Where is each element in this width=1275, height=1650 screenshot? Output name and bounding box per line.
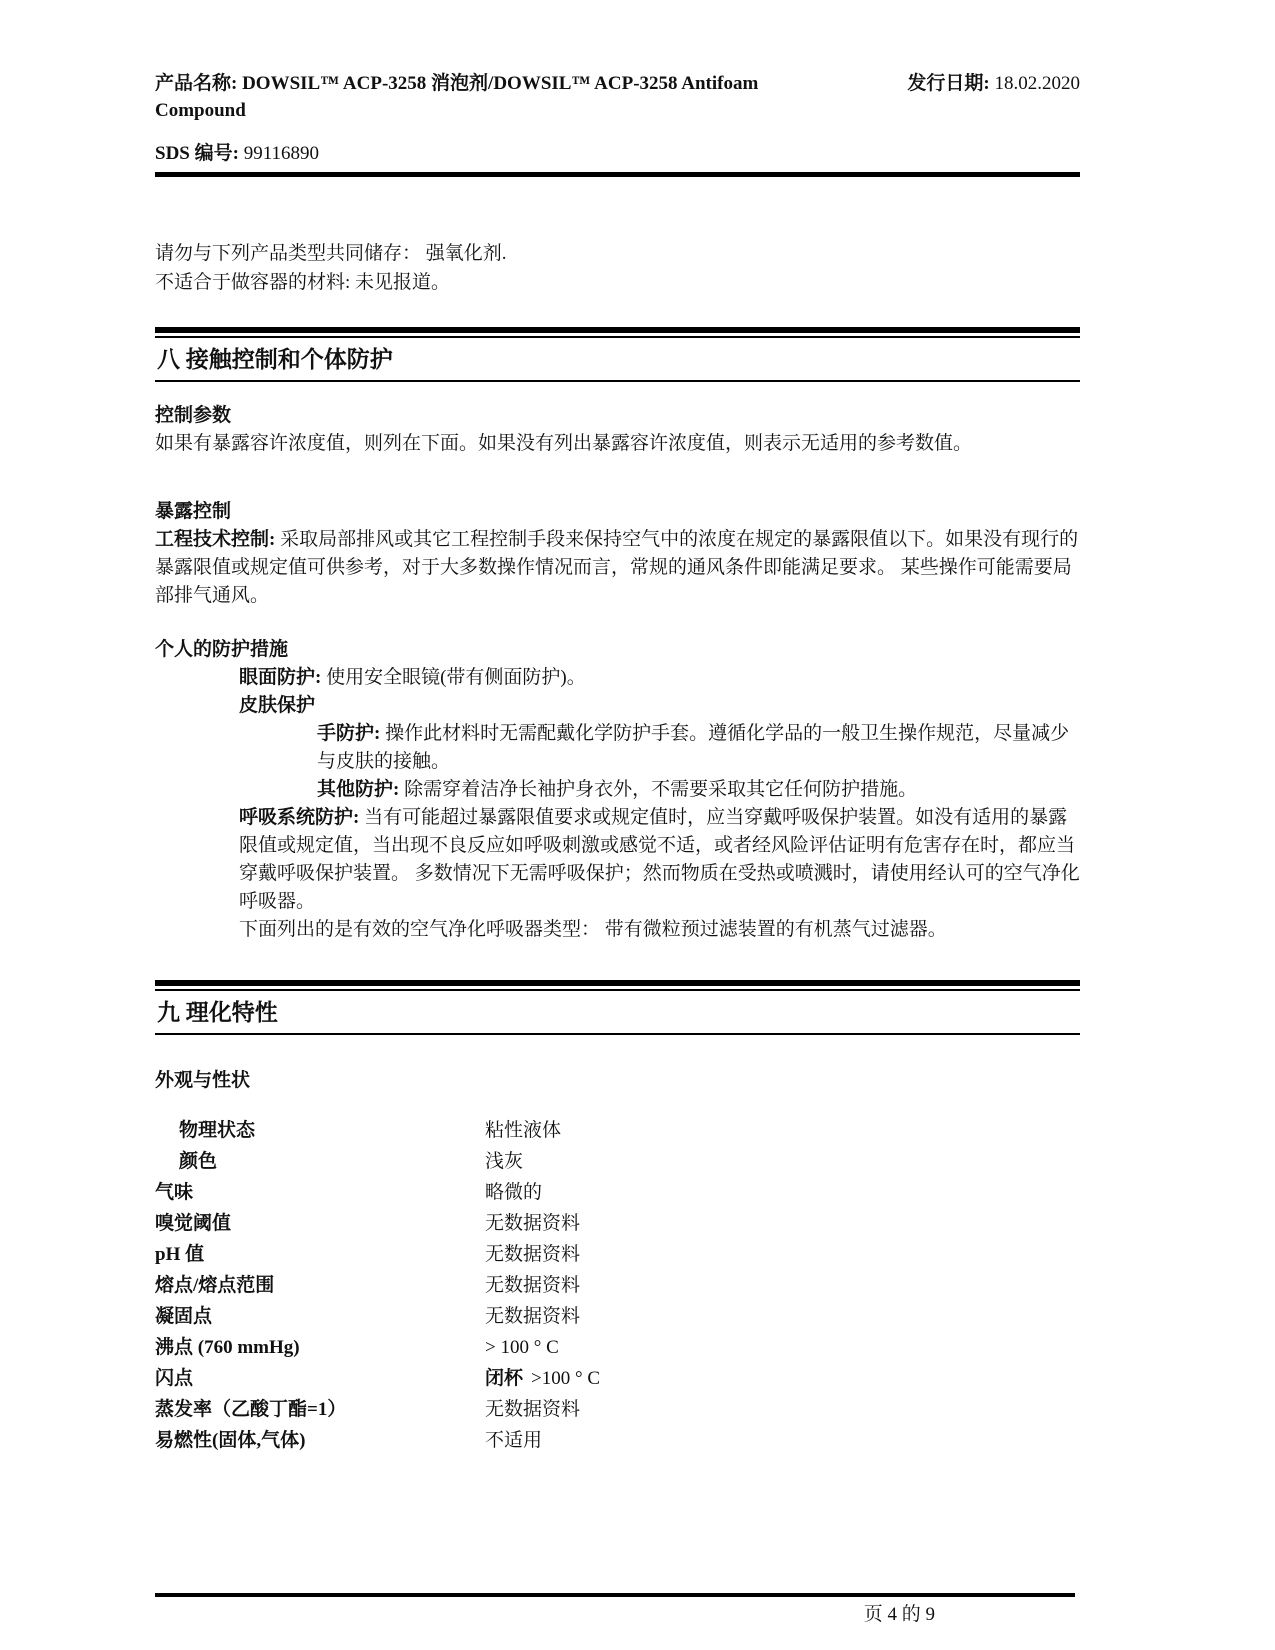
issue-date-value: 18.02.2020: [994, 73, 1080, 94]
engineering-controls-text: 采取局部排风或其它工程控制手段来保持空气中的浓度在规定的暴露限值以下。如果没有现行的暴露限值或规定值可供参考，对于大多数操作情况而言，常规的通风条件即能满足要求。 某些操作可能需要局部排气通风。: [155, 529, 1079, 606]
control-parameters-text: 如果有暴露容许浓度值，则列在下面。如果没有列出暴露容许浓度值，则表示无适用的参考数值。: [155, 433, 973, 454]
section-rule-thick: [155, 327, 1080, 333]
sds-number-value: 99116890: [243, 143, 319, 164]
product-name-value: DOWSIL™ ACP-3258 消泡剂/DOWSIL™ ACP-3258 Antifoam Compound: [155, 73, 759, 121]
other-protection: [155, 776, 1080, 804]
sds-number: [155, 140, 1080, 167]
respirator-types-text: 下面列出的是有效的空气净化呼吸器类型： 带有微粒预过滤装置的有机蒸气过滤器。: [239, 919, 947, 940]
page-number: 页 4 的 9: [863, 1604, 935, 1625]
property-label: 闪点: [155, 1368, 194, 1389]
property-row-ph: [155, 1239, 1080, 1270]
property-label: 凝固点: [155, 1306, 213, 1327]
eye-protection: [155, 664, 1080, 692]
property-value: 无数据资料: [485, 1399, 581, 1420]
section-rule-thick: [155, 980, 1080, 986]
property-value: 无数据资料: [485, 1306, 581, 1327]
property-label: 颜色: [179, 1151, 218, 1172]
property-row-melting-point: [155, 1270, 1080, 1301]
skin-protection-heading: 皮肤保护: [239, 695, 316, 716]
property-row-color: [155, 1146, 1080, 1177]
sds-number-label: SDS 编号:: [155, 143, 239, 164]
hand-protection-label: 手防护:: [317, 723, 381, 744]
document-header: [155, 70, 1080, 177]
storage-note-line: 不适合于做容器的材料: 未见报道。: [155, 272, 451, 293]
property-row-flash-point: [155, 1363, 1080, 1394]
storage-notes: [155, 239, 1080, 297]
respiratory-protection-label: 呼吸系统防护:: [239, 807, 360, 828]
engineering-controls: [155, 526, 1080, 610]
other-protection-text: 除需穿着洁净长袖护身衣外，不需要采取其它任何防护措施。: [404, 779, 918, 800]
property-value: > 100 ° C: [485, 1337, 559, 1358]
exposure-controls-heading: 暴露控制: [155, 501, 232, 522]
personal-protection-heading: 个人的防护措施: [155, 639, 289, 660]
property-value: 不适用: [485, 1430, 543, 1451]
section-8-header: [155, 327, 1080, 382]
respiratory-protection: [155, 804, 1080, 916]
appearance-heading: 外观与性状: [155, 1070, 251, 1091]
property-label: 物理状态: [179, 1120, 256, 1141]
property-value: 粘性液体: [485, 1120, 562, 1141]
eye-protection-text: 使用安全眼镜(带有侧面防护)。: [326, 667, 586, 688]
property-value: 无数据资料: [485, 1244, 581, 1265]
property-value: 略微的: [485, 1182, 543, 1203]
section-9-title: 九 理化特性: [155, 991, 1080, 1035]
hand-protection: [155, 720, 1080, 776]
issue-date-label: 发行日期:: [907, 73, 990, 94]
property-row-boiling-point: [155, 1332, 1080, 1363]
physical-properties-table: [155, 1115, 1080, 1456]
flash-point-method: 闭杯: [485, 1368, 524, 1389]
product-name-label: 产品名称:: [155, 73, 238, 94]
property-row-evaporation-rate: [155, 1394, 1080, 1425]
property-label: 熔点/熔点范围: [155, 1275, 275, 1296]
property-row-odor: [155, 1177, 1080, 1208]
control-parameters-heading: 控制参数: [155, 405, 232, 426]
eye-protection-label: 眼面防护:: [239, 667, 322, 688]
property-label: pH 值: [155, 1244, 205, 1265]
product-name: [155, 70, 795, 124]
property-row-physical-state: [155, 1115, 1080, 1146]
issue-date: [907, 70, 1080, 98]
storage-note-line: 请勿与下列产品类型共同储存： 强氧化剂.: [155, 243, 507, 264]
property-label: 蒸发率（乙酸丁酯=1）: [155, 1399, 347, 1420]
property-row-flammability: [155, 1425, 1080, 1456]
property-value: [485, 1363, 600, 1394]
other-protection-label: 其他防护:: [317, 779, 400, 800]
hand-protection-text: 操作此材料时无需配戴化学防护手套。遵循化学品的一般卫生操作规范，尽量减少与皮肤的接触。: [317, 723, 1070, 772]
property-label: 易燃性(固体,气体): [155, 1430, 306, 1451]
flash-point-value: >100 ° C: [531, 1368, 601, 1389]
engineering-controls-label: 工程技术控制:: [155, 529, 276, 550]
property-value: 浅灰: [485, 1151, 524, 1172]
section-9-header: [155, 980, 1080, 1035]
page-footer: [155, 1593, 1075, 1629]
respiratory-protection-text: 当有可能超过暴露限值要求或规定值时，应当穿戴呼吸保护装置。如没有适用的暴露限值或规定值，当出现不良反应如呼吸刺激或感觉不适，或者经风险评估证明有危害存在时，都应当穿戴呼吸保护装置。 多数情况下无需呼吸保护；然而物质在受热或喷溅时，请使用经认可的空气净化呼吸器。: [239, 807, 1080, 912]
property-label: 气味: [155, 1182, 194, 1203]
header-rule: [155, 172, 1080, 177]
property-row-odor-threshold: [155, 1208, 1080, 1239]
property-value: 无数据资料: [485, 1213, 581, 1234]
property-value: 无数据资料: [485, 1275, 581, 1296]
property-row-freezing-point: [155, 1301, 1080, 1332]
section-8-title: 八 接触控制和个体防护: [155, 338, 1080, 382]
property-label: 沸点 (760 mmHg): [155, 1337, 300, 1358]
property-label: 嗅觉阈值: [155, 1213, 232, 1234]
